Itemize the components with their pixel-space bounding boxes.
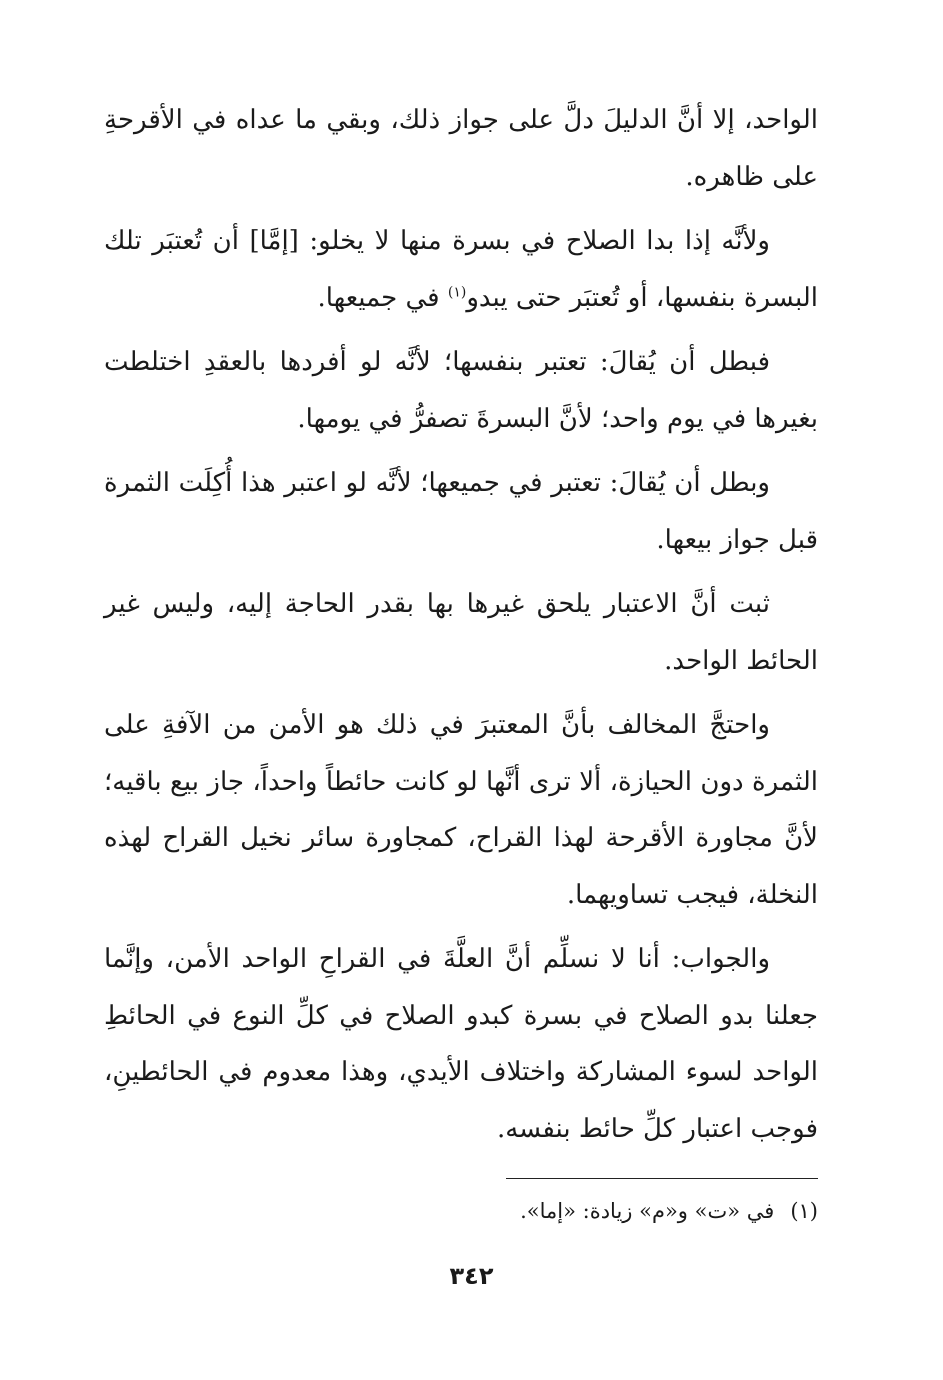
paragraph-2-tail: في جميعها. — [317, 282, 448, 313]
paragraph-2 — [104, 213, 818, 326]
footnote-number: (١) — [790, 1199, 818, 1223]
footnote — [300, 1196, 818, 1226]
paragraph-1: الواحد، إلا أنَّ الدليلَ دلَّ على جواز ذلك، وبقي ما عداه في الأقرحةِ على ظاهره. — [104, 105, 818, 192]
paragraph-6: واحتجَّ المخالف بأنَّ المعتبرَ في ذلك هو الأمن من الآفةِ على الثمرة دون الحيازة، ألا ترى أنَّها لو كانت حائطاً واحداً، جاز بيع باقيه؛ لأنَّ مجاورة الأقرحة لهذا القراح، كمجاورة سائر نخيل القراح لهذه النخلة، فيجب تساويهما. — [104, 710, 818, 910]
paragraph-7: والجواب: أنا لا نسلِّم أنَّ العلَّةَ في القراحِ الواحد الأمن، وإنَّما جعلنا بدو الصلاح في بسرة كبدو الصلاح في كلِّ النوع في الحائطِ الواحد لسوء المشاركة واختلاف الأيدي، وهذا معدوم في الحائطينِ، فوجب اعتبار كلِّ حائط بنفسه. — [104, 944, 818, 1144]
page-number: ٣٤٢ — [449, 1262, 494, 1290]
footnote-text: في «ت» و«م» زيادة: «إما». — [520, 1199, 775, 1223]
main-text — [104, 92, 818, 1165]
paragraph-2-text: ولأنَّه إذا بدا الصلاح في بسرة منها لا يخلو: [إمَّا] أن تُعتبَر تلك البسرة بنفسها، أو تُعتبَر حتى يبدو — [104, 226, 818, 313]
footnote-marker: (١) — [447, 283, 467, 300]
paragraph-4: وبطل أن يُقالَ: تعتبر في جميعها؛ لأنَّه لو اعتبر هذا أُكِلَت الثمرة قبل جواز بيعها. — [104, 468, 818, 555]
paragraph-3: فبطل أن يُقالَ: تعتبر بنفسها؛ لأنَّه لو أفردها بالعقدِ اختلطت بغيرها في يوم واحد؛ لأنَّ البسرةَ تصفرُّ في يومها. — [104, 347, 818, 434]
paragraph-5: ثبت أنَّ الاعتبار يلحق غيرها بها بقدر الحاجة إليه، وليس غير الحائط الواحد. — [104, 589, 818, 676]
footnote-divider — [506, 1178, 818, 1179]
